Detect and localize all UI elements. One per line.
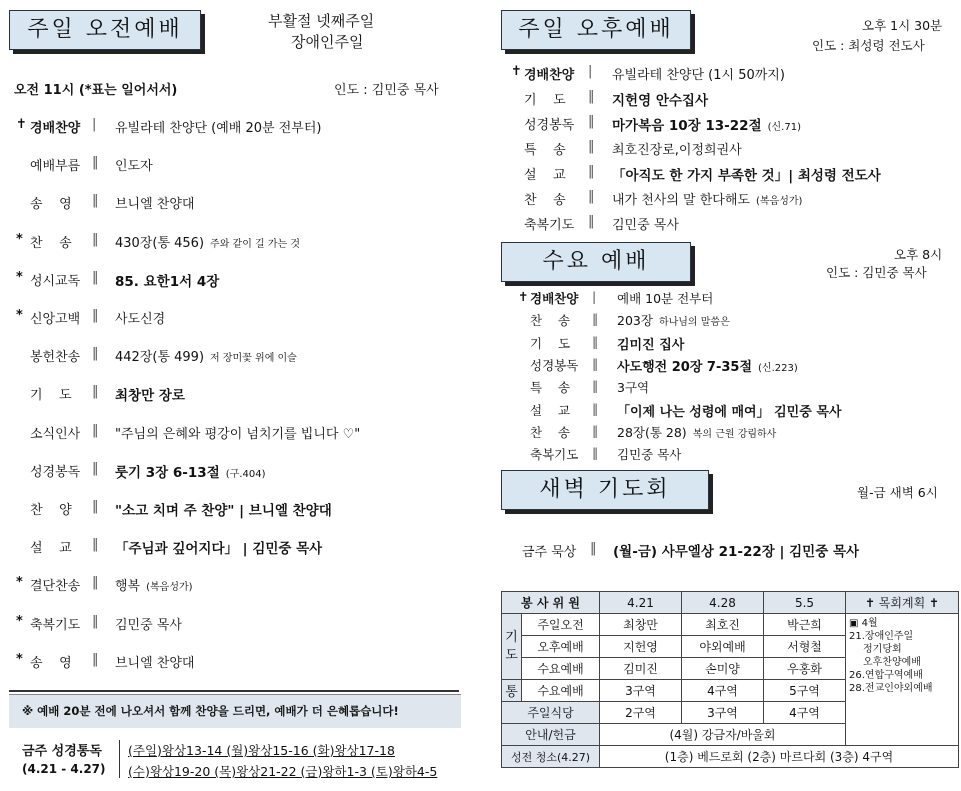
row-label: 성경봉독 [530,357,579,373]
communion-group-label: 통 [502,680,522,702]
row-value [617,356,798,375]
morning-service-header: 주일 오전예배 [9,10,201,50]
row-label: 예배부름 [30,159,81,175]
row-separator: ‖ [92,499,99,514]
pastoral-item: 21.장애인주일 [849,631,914,642]
row-value: 예배 10분 전부터 [617,291,714,306]
row-value: 김민중 목사 [115,617,182,633]
row-separator: ‖ [92,269,99,285]
row-label: 찬 송 [530,313,571,329]
pastoral-item: 26.연합구역예배 [849,670,923,681]
row-label: 소식인사 [30,426,81,442]
row-label: 주일오전 [522,614,600,636]
afternoon-service-header: 주일 오후예배 [501,10,691,50]
row-value: 유빌라테 찬양단 (1시 50까지) [612,68,785,83]
row-separator: | [592,289,597,304]
row-note: (복음성가) [146,582,193,594]
pastoral-body [846,614,958,698]
row-mark: ✝ [511,64,522,79]
table-cell: 4구역 [682,680,764,702]
row-label: 기 도 [530,335,571,351]
row-note: (구.404) [225,468,266,480]
row-mark: ✝ [518,289,529,304]
row-value: "소고 치며 주 찬양" | 브니엘 찬양대 [115,503,332,519]
row-label: 송 영 [30,197,72,213]
row-separator: ‖ [592,378,599,394]
row-value-text: 룻기 3장 6-13절 [115,464,220,481]
row-value [617,423,776,441]
wednesday-time: 오후 8시 [894,247,943,262]
table-cell: 김미진 [600,658,682,680]
row-value: 최창만 장로 [115,388,185,405]
row-label: 설 교 [530,402,571,418]
row-label: 성경봉독 [524,118,575,133]
row-label: 축복기도 [530,447,579,463]
row-value: 3구역 [617,380,650,396]
row-value: 「주님과 깊어지다」 | 김민중 목사 [115,541,323,558]
morning-time: 오전 11시 (*표는 일어서서) [14,83,178,98]
row-separator: ‖ [92,346,99,362]
row-separator: ‖ [92,384,99,400]
row-label: 경배찬양 [30,121,81,136]
notice-text: ※ 예배 20분 전에 나오셔서 함께 찬양을 드리면, 예배가 더 은혜롭습니다! [22,704,399,718]
row-value: 최호진장로,이정희권사 [612,143,742,158]
table-cell: 서형철 [764,636,846,658]
row-label: 성시교독 [30,273,81,289]
row-value [115,232,300,251]
table-cell: 3구역 [682,702,764,724]
table-cell: 4구역 [764,702,846,724]
row-value-text: 행복 [115,579,141,595]
divider [9,690,459,692]
row-label: 수요예배 [522,680,600,702]
row-label: 송 영 [30,655,72,671]
row-note: 주와 같이 길 가는 것 [210,238,301,250]
date-col-3: 5.5 [764,592,846,614]
row-note: (신.71) [767,122,801,133]
row-value: 「아직도 한 가지 부족한 것」| 최성령 전도사 [612,168,881,184]
table-cell: 5구역 [764,680,846,702]
row-separator: ‖ [92,193,99,209]
row-separator: ‖ [92,613,99,629]
row-value-text: 내가 천사의 말 한다해도 [612,193,750,208]
row-mark: * [16,269,23,285]
row-label: 특 송 [524,143,566,158]
date-col-2: 4.28 [682,592,764,614]
row-separator: ‖ [592,311,599,327]
table-cell: 2구역 [600,702,682,724]
row-label: 축복기도 [524,218,575,233]
dawn-value: (월-금) 사무엘상 21-22장 | 김민중 목사 [613,544,860,560]
row-separator: ‖ [92,575,99,591]
row-separator: | [92,117,97,132]
row-mark: * [16,651,23,667]
row-note: 저 장미꽃 위에 이슬 [210,353,297,365]
table-cell: 우홍화 [764,658,846,680]
row-note: (복음성가) [755,196,803,207]
row-separator: ‖ [588,214,595,229]
row-value: 유빌라테 찬양단 (예배 20분 전부터) [115,121,322,136]
row-value-text: 442장(통 499) [115,350,205,366]
usher-label: 안내/헌금 [502,724,600,746]
pastoral-plan-cell [846,592,959,746]
afternoon-leader: 인도 : 최성령 전도사 [812,38,925,53]
row-label: 봉헌찬송 [30,350,81,366]
row-label: 찬 송 [530,424,571,440]
subtitle-easter: 부활절 넷째주일 [268,12,375,30]
row-value: 인도자 [115,159,153,175]
row-value [115,461,265,481]
row-separator: ‖ [592,445,599,461]
row-value-text: 203장 [617,313,653,329]
date-col-1: 4.21 [600,592,682,614]
row-separator: ‖ [588,164,595,179]
morning-leader: 인도 : 김민중 목사 [334,83,439,98]
row-mark: * [16,308,23,323]
row-value-text: 28장(통 28) [617,424,687,440]
row-separator: ‖ [92,155,99,171]
row-value: 브니엘 찬양대 [115,655,195,671]
dawn-prayer-header: 새벽 기도회 [501,470,709,510]
afternoon-time: 오후 1시 30분 [862,18,943,33]
wednesday-leader: 인도 : 김민중 목사 [826,265,927,280]
table-cell: 야외예배 [682,636,764,658]
dawn-label: 금주 묵상 [522,545,577,560]
reading-title: 금주 성경통독 [22,744,102,759]
row-label: 신앙고백 [30,312,81,327]
row-separator: ‖ [588,139,595,154]
row-separator: ‖ [588,114,595,129]
row-label: 결단찬송 [30,579,81,595]
pastoral-title: ✝ 목회계획 ✝ [846,592,958,614]
reading-line-1: (주일)왕상13-14 (월)왕상15-16 (화)왕상17-18 [128,743,395,758]
table-cell: 최호진 [682,614,764,636]
row-separator: ‖ [92,308,99,323]
row-label: 특 송 [530,380,571,396]
reading-bracket [119,740,120,778]
row-label: 수요예배 [522,658,600,680]
wednesday-service-header: 수요 예배 [501,242,691,282]
row-mark: ✝ [16,117,27,132]
row-label: 설 교 [30,541,72,557]
subtitle-disability-sunday: 장애인주일 [291,33,364,51]
table-cell: 최창만 [600,614,682,636]
table-cell: 손미양 [682,658,764,680]
row-value [115,346,297,365]
row-value [115,575,193,594]
row-value: 지헌영 안수집사 [612,93,708,109]
row-value [612,114,801,134]
row-note: 하나님의 말씀은 [658,317,730,329]
dawn-time: 월-금 새벽 6시 [857,485,938,500]
row-note: (신.223) [758,362,798,374]
row-value: "주님의 은혜와 평강이 넘치기를 빕니다 ♡" [115,426,361,442]
row-mark: * [16,231,23,247]
row-separator: | [588,64,593,79]
service-committee-table [501,591,959,768]
reading-line-2: (수)왕상19-20 (목)왕상21-22 (금)왕하1-3 (토)왕하4-5 [128,764,438,779]
row-separator: ‖ [92,651,99,667]
row-separator: ‖ [92,460,99,476]
row-value: 김민중 목사 [617,447,682,463]
row-label: 찬 양 [30,503,72,518]
pastoral-item: 오후찬양예배 [863,657,921,668]
row-value-text: 마가복음 10장 13-22절 [612,118,762,134]
usher-value: (4월) 강금자/바울회 [600,724,846,746]
table-cell: 3구역 [600,680,682,702]
row-label: 찬 송 [524,193,566,208]
row-value-text: 430장(통 456) [115,235,205,251]
row-separator: ‖ [92,422,99,438]
row-value: 브니엘 찬양대 [115,197,195,213]
row-label: 경배찬양 [524,68,575,83]
row-label: 주일식당 [502,702,600,724]
row-value-text: 사도행전 20장 7-35절 [617,359,753,375]
row-value: 「이제 나는 성령에 매여」 김민중 목사 [617,404,842,420]
row-separator: ‖ [588,189,595,204]
row-value: 85. 요한1서 4장 [115,273,220,290]
dawn-sep: ‖ [590,541,597,556]
row-separator: ‖ [92,231,99,247]
pastoral-item: 정기당회 [863,644,902,655]
row-label: 축복기도 [30,617,81,633]
row-separator: ‖ [592,355,599,371]
reading-dates: (4.21 - 4.27) [22,762,106,776]
row-separator: ‖ [92,537,99,553]
row-label: 성경봉독 [30,464,81,480]
row-note: 복의 근원 강림하사 [692,428,777,440]
row-label: 기 도 [524,93,566,108]
pastoral-item: 28.전교인야외예배 [849,683,933,694]
row-separator: ‖ [592,400,599,416]
row-label: 찬 송 [30,235,72,251]
prayer-group-label: 기도 [502,614,522,680]
row-value: 김민중 목사 [612,218,679,233]
row-label: 기 도 [30,388,72,404]
row-value: 사도신경 [115,312,166,327]
row-value: 김미진 집사 [617,337,685,353]
cleaning-label: 성전 청소(4.27) [502,746,600,768]
row-value [612,189,802,208]
row-label: 경배찬양 [530,291,579,306]
table-cell: 박근희 [764,614,846,636]
row-label: 설 교 [524,168,566,183]
table-title: 봉 사 위 원 [502,592,600,614]
row-label: 오후예배 [522,636,600,658]
pastoral-month: ▣ 4월 [849,618,878,629]
row-mark: * [16,613,23,629]
row-separator: ‖ [588,89,595,104]
row-value [617,311,730,329]
row-separator: ‖ [592,333,599,349]
row-separator: ‖ [592,422,599,438]
cleaning-value: (1층) 베드로회 (2층) 마르다회 (3층) 4구역 [600,746,959,768]
row-mark: * [16,575,23,591]
table-cell: 지헌영 [600,636,682,658]
